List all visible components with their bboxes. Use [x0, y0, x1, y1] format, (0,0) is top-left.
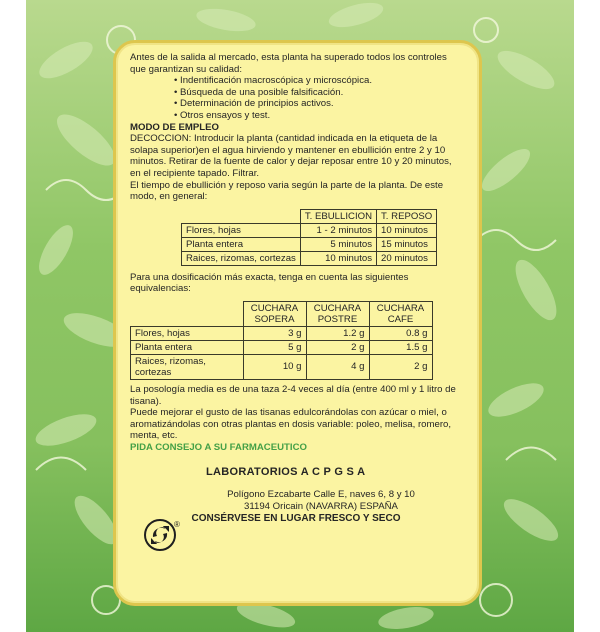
registered-mark: ® — [174, 520, 180, 529]
list-item: • Determinación de principios activos. — [174, 98, 462, 110]
table-cell: 2 g — [369, 354, 432, 379]
table-row — [131, 340, 433, 354]
table-cell: Flores, hojas — [182, 223, 301, 237]
time-table — [181, 209, 437, 266]
table-cell: 1.2 g — [306, 326, 369, 340]
list-item: • Indentificación macroscópica y microscópica. — [174, 75, 462, 87]
dose-table — [130, 301, 433, 380]
address-line-1: Polígono Ezcabarte Calle E, naves 6, 8 y 10 — [227, 489, 415, 501]
table-row — [182, 251, 437, 265]
table-cell: 5 g — [243, 340, 306, 354]
intro-text: Antes de la salida al mercado, esta planta ha superado todos los controles que garantizan su calidad: — [130, 52, 447, 75]
laboratory-name: LABORATORIOS A C P G S A — [206, 466, 366, 479]
table-cell: Planta entera — [131, 340, 244, 354]
table-header: CUCHARA SOPERA — [243, 301, 306, 326]
table-row — [131, 326, 433, 340]
list-item: • Búsqueda de una posible falsificación. — [174, 87, 462, 99]
table-row — [182, 237, 437, 251]
table-cell: 5 minutos — [300, 237, 376, 251]
table-header: T. EBULLICION — [300, 209, 376, 223]
table-row — [182, 223, 437, 237]
table-cell: 2 g — [306, 340, 369, 354]
table-cell: 10 g — [243, 354, 306, 379]
modo-title: MODO DE EMPLEO — [130, 121, 220, 133]
table-cell: 10 minutos — [300, 251, 376, 265]
conservese-text: CONSÉRVESE EN LUGAR FRESCO Y SECO — [191, 513, 401, 525]
address-line-2: 31194 Oricain (NAVARRA) ESPAÑA — [244, 501, 398, 513]
table-cell: Planta entera — [182, 237, 301, 251]
table-cell: Raices, rizomas, cortezas — [131, 354, 244, 379]
table-cell: 0.8 g — [369, 326, 432, 340]
posologia-text: La posología media es de una taza 2-4 veces al día (entre 400 ml y 1 litro de tisana). — [130, 383, 456, 407]
table-cell: 1 - 2 minutos — [300, 223, 376, 237]
table-cell: 15 minutos — [377, 237, 437, 251]
mejorar-text: Puede mejorar el gusto de las tisanas edulcorándolas con azúcar o miel, o aromatizándolas con otras plantas en dosis variable: poleo, melisa, romero, menta, etc. — [130, 407, 452, 442]
table-header: CUCHARA POSTRE — [306, 301, 369, 326]
tiempo-text: El tiempo de ebullición y reposo varia según la parte de la planta. De este modo, en general: — [130, 179, 444, 203]
table-cell: 4 g — [306, 354, 369, 379]
decoccion-text: DECOCCION: Introducir la planta (cantidad indicada en la etiqueta de la solapa superior)en el agua hirviendo y mantener en ebullición entre 2 y 10 minutos. Retirar de la fuente de calor y dejar reposar entre 10 y 20 minutos, en el recipiente tapado. Filtrar. — [130, 133, 452, 179]
control-list — [174, 75, 462, 121]
table-header: T. REPOSO — [377, 209, 437, 223]
list-item: • Otros ensayos y test. — [174, 110, 462, 122]
table-cell: Raices, rizomas, cortezas — [182, 251, 301, 265]
consejo-text: PIDA CONSEJO A SU FARMACEUTICO — [130, 441, 307, 453]
table-cell: 3 g — [243, 326, 306, 340]
recycle-icon — [144, 519, 176, 551]
dosificacion-text: Para una dosificación más exacta, tenga en cuenta las siguientes equivalencias: — [130, 271, 409, 295]
table-cell: 1.5 g — [369, 340, 432, 354]
table-header: CUCHARA CAFE — [369, 301, 432, 326]
table-cell: 20 minutos — [377, 251, 437, 265]
panel-content — [130, 52, 462, 525]
table-cell: Flores, hojas — [131, 326, 244, 340]
table-row — [131, 354, 433, 379]
table-cell: 10 minutos — [377, 223, 437, 237]
